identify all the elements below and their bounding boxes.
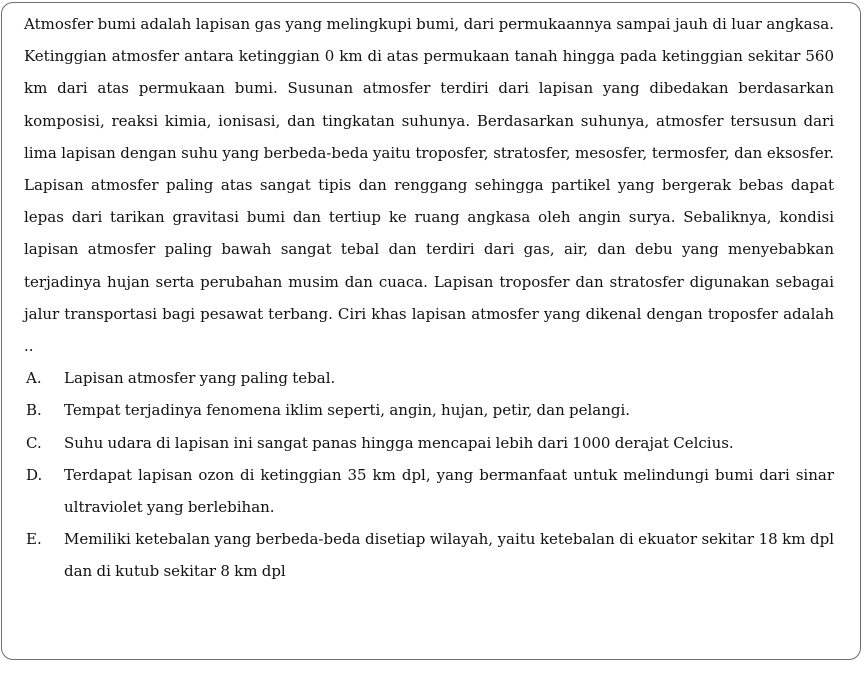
option-letter: D. (26, 465, 43, 484)
question-box (1, 2, 861, 660)
option-text: Lapisan atmosfer yang paling tebal. (64, 369, 336, 388)
option-letter: A. (26, 369, 42, 388)
answer-option-d[interactable] (24, 459, 834, 523)
option-letter: C. (26, 433, 42, 452)
answer-option-a[interactable] (24, 362, 834, 394)
option-text: Suhu udara di lapisan ini sangat panas hingga mencapai lebih dari 1000 derajat Celcius. (64, 433, 734, 452)
answer-option-c[interactable] (24, 427, 834, 459)
answer-option-b[interactable] (24, 394, 834, 426)
answer-option-e[interactable] (24, 523, 834, 587)
option-text: Terdapat lapisan ozon di ketinggian 35 km dpl, yang bermanfaat untuk melindungi bumi dari sinar ultraviolet yang berlebihan. (64, 465, 834, 517)
option-letter: B. (26, 401, 42, 420)
question-passage: Atmosfer bumi adalah lapisan gas yang melingkupi bumi, dari permukaannya sampai jauh di luar angkasa. Ketinggian atmosfer antara ketinggian 0 km di atas permukaan tanah hingga pada ketinggian sekitar 560 km dari atas permukaan bumi. Susunan atmosfer terdiri dari lapisan yang dibedakan berdasarkan komposisi, reaksi kimia, ionisasi, dan tingkatan suhunya. Berdasarkan suhunya, atmosfer tersusun dari lima lapisan dengan suhu yang berbeda-beda yaitu troposfer, stratosfer, mesosfer, termosfer, dan eksosfer. Lapisan atmosfer paling atas sangat tipis dan renggang sehingga partikel yang bergerak bebas dapat lepas dari tarikan gravitasi bumi dan tertiup ke ruang angkasa oleh angin surya. Sebaliknya, kondisi lapisan atmosfer paling bawah sangat tebal dan terdiri dari gas, air, dan debu yang menyebabkan terjadinya hujan serta perubahan musim dan cuaca. Lapisan troposfer dan stratosfer digunakan sebagai jalur transportasi bagi pesawat terbang. Ciri khas lapisan atmosfer yang dikenal dengan troposfer adalah .. (24, 15, 834, 356)
option-text: Tempat terjadinya fenomena iklim seperti, angin, hujan, petir, dan pelangi. (64, 401, 631, 420)
option-letter: E. (26, 530, 42, 549)
answer-options (24, 362, 834, 587)
option-text: Memiliki ketebalan yang berbeda-beda disetiap wilayah, yaitu ketebalan di ekuator sekitar 18 km dpl dan di kutub sekitar 8 km dpl (64, 530, 834, 581)
